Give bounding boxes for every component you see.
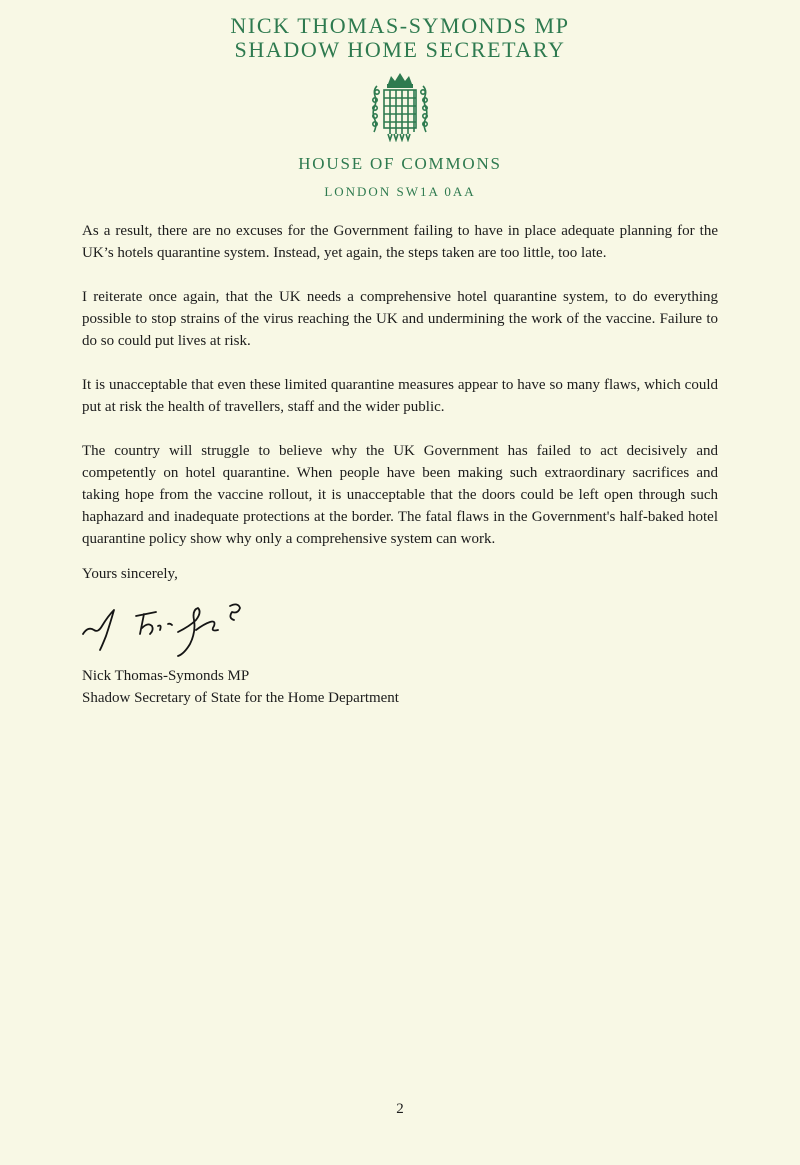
- letterhead-address: LONDON SW1A 0AA: [324, 184, 476, 199]
- body-paragraph: It is unacceptable that even these limited quarantine measures appear to have so many flaws, which could put at risk the health of travellers, staff and the wider public.: [82, 377, 718, 415]
- closing-salutation: Yours sincerely,: [82, 566, 178, 582]
- letterhead-house: HOUSE OF COMMONS: [298, 154, 502, 173]
- letterhead-name: NICK THOMAS-SYMONDS MP: [230, 13, 570, 38]
- signoff-name: Nick Thomas-Symonds MP: [82, 668, 250, 684]
- body-paragraph: As a result, there are no excuses for the Government failing to have in place adequate planning for the UK’s hotels quarantine system. Instead, yet again, the steps taken are too little, too late.: [82, 223, 718, 261]
- signature-icon: [80, 600, 250, 660]
- signoff-title: Shadow Secretary of State for the Home Department: [82, 690, 399, 706]
- body-paragraph: I reiterate once again, that the UK needs a comprehensive hotel quarantine system, to do everything possible to stop strains of the virus reaching the UK and undermining the work of the vaccine. Failure to do so could put lives at risk.: [82, 289, 718, 349]
- letterhead-role: SHADOW HOME SECRETARY: [234, 37, 566, 62]
- signoff-block: [82, 665, 399, 709]
- portcullis-icon: [369, 70, 431, 142]
- page-number: 2: [396, 1101, 404, 1117]
- letter-body: [82, 220, 718, 572]
- letterhead: [0, 14, 800, 200]
- body-paragraph: The country will struggle to believe why the UK Government has failed to act decisively and competently on hotel quarantine. When people have been making such extraordinary sacrifices and taking hope from the vaccine rollout, it is unacceptable that the doors could be left open through such haphazard and inadequate protections at the border. The fatal flaws in the Government's half-baked hotel quarantine policy show why only a comprehensive system can work.: [82, 443, 718, 547]
